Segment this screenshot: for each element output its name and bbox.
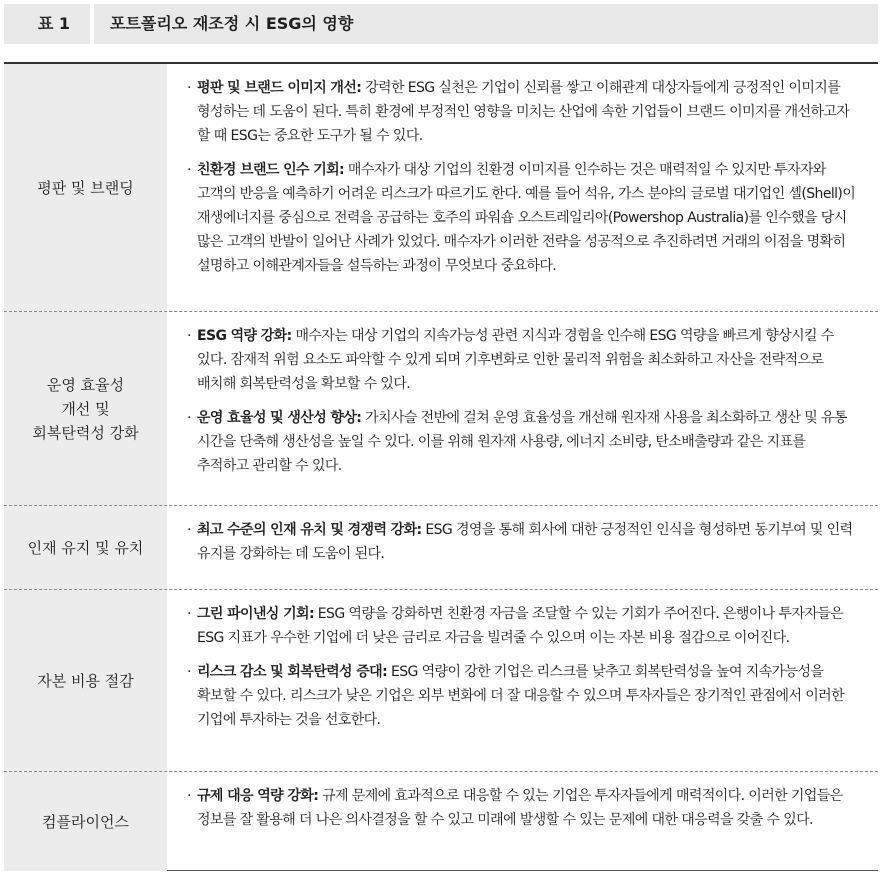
category-cell: 운영 효율성 개선 및 회복탄력성 강화 xyxy=(4,312,167,506)
item-heading: 규제 대응 역량 강화: xyxy=(197,788,319,804)
esg-impact-table xyxy=(4,62,878,871)
list-item xyxy=(182,602,860,650)
title-divider xyxy=(90,4,94,44)
table-number-label: 표 1 xyxy=(37,14,71,33)
category-cell: 컴플라이언스 xyxy=(4,772,167,871)
table-row-talent xyxy=(4,505,878,590)
table-row-operations xyxy=(4,311,878,506)
content-cell xyxy=(182,76,860,288)
item-body: ESG 역량을 강화하면 친환경 자금을 조달할 수 있는 기회가 주어진다. 은행이나 투자자들은 ESG 지표가 우수한 기업에 더 낮은 금리로 자금을 빌려줄 수 있으며 이는 자본 비용 절감으로 이어진다. xyxy=(197,606,844,646)
list-item xyxy=(182,784,860,832)
list-item xyxy=(182,406,860,478)
item-body: 강력한 ESG 실천은 기업이 신뢰를 쌓고 이해관계 대상자들에게 긍정적인 이미지를 형성하는 데 도움이 된다. 특히 환경에 부정적인 영향을 미치는 산업에 속한 기업들이 브랜드 이미지를 개선하고자 할 때 ESG는 중요한 도구가 될 수 있다. xyxy=(197,80,850,144)
item-heading: 운영 효율성 및 생산성 향상: xyxy=(197,410,362,426)
item-body: ESG 역량이 강한 기업은 리스크를 낮추고 회복탄력성을 높여 지속가능성을 확보할 수 있다. 리스크가 낮은 기업은 외부 변화에 더 잘 대응할 수 있으며 투자자들은 장기적인 관점에서 이러한 기업에 투자하는 것을 선호한다. xyxy=(197,664,845,728)
table-row-compliance xyxy=(4,771,878,871)
list-item xyxy=(182,76,860,148)
table-title: 포트폴리오 재조정 시 ESG의 영향 xyxy=(110,14,354,33)
item-heading: ESG 역량 강화: xyxy=(197,328,292,344)
item-body: ESG 경영을 통해 회사에 대한 긍정적인 인식을 형성하면 동기부여 및 인력 유지를 강화하는 데 도움이 된다. xyxy=(197,522,853,562)
content-cell xyxy=(182,518,860,576)
table-row-capital-cost xyxy=(4,589,878,772)
item-heading: 친환경 브랜드 인수 기회: xyxy=(197,162,345,178)
item-body: 규제 문제에 효과적으로 대응할 수 있는 기업은 투자자들에게 매력적이다. 이러한 기업들은 정보를 잘 활용해 더 나은 의사결정을 할 수 있고 미래에 발생할 수 있는 문제에 대한 대응력을 갖출 수 있다. xyxy=(197,788,843,828)
content-cell xyxy=(182,784,860,842)
item-heading: 리스크 감소 및 회복탄력성 증대: xyxy=(197,664,388,680)
content-cell xyxy=(182,324,860,488)
item-heading: 최고 수준의 인재 유치 및 경쟁력 강화: xyxy=(197,522,422,538)
item-body: 매수자가 대상 기업의 친환경 이미지를 인수하는 것은 매력적일 수 있지만 투자자와 고객의 반응을 예측하기 어려운 리스크가 따르기도 한다. 예를 들어 석유, 가스 분야의 글로벌 대기업인 셸(Shell)이 재생에너지를 중심으로 전력을 공급하는 호주의 파워숍 오스트레일리아(Powershop Australia)를 인수했을 당시 많은 고객의 반발이 일어난 사례가 있었다. 매수자가 이러한 전략을 성공적으로 추진하려면 거래의 이점을 명확히 설명하고 이해관계자들을 설득하는 과정이 무엇보다 중요하다. xyxy=(197,162,856,274)
list-item xyxy=(182,518,860,566)
category-cell: 평판 및 브랜딩 xyxy=(4,64,167,311)
table-title-bar xyxy=(4,4,878,44)
table-row-reputation xyxy=(4,64,878,311)
item-body: 가치사슬 전반에 걸쳐 운영 효율성을 개선해 원자재 사용을 최소화하고 생산 및 유통 시간을 단축해 생산성을 높일 수 있다. 이를 위해 원자재 사용량, 에너지 소비량, 탄소배출량과 같은 지표를 추적하고 관리할 수 있다. xyxy=(197,410,847,474)
category-cell: 인재 유지 및 유치 xyxy=(4,506,167,590)
content-cell xyxy=(182,602,860,742)
list-item xyxy=(182,660,860,732)
list-item xyxy=(182,158,860,278)
category-cell: 자본 비용 절감 xyxy=(4,590,167,772)
item-body: 매수자는 대상 기업의 지속가능성 관련 지식과 경험을 인수해 ESG 역량을 빠르게 향상시킬 수 있다. 잠재적 위험 요소도 파악할 수 있게 되며 기후변화로 인한 물리적 위험을 최소화하고 자산을 전략적으로 배치해 회복탄력성을 확보할 수 있다. xyxy=(197,328,834,392)
item-heading: 그린 파이낸싱 기회: xyxy=(197,606,314,622)
item-heading: 평판 및 브랜드 이미지 개선: xyxy=(197,80,362,96)
list-item xyxy=(182,324,860,396)
